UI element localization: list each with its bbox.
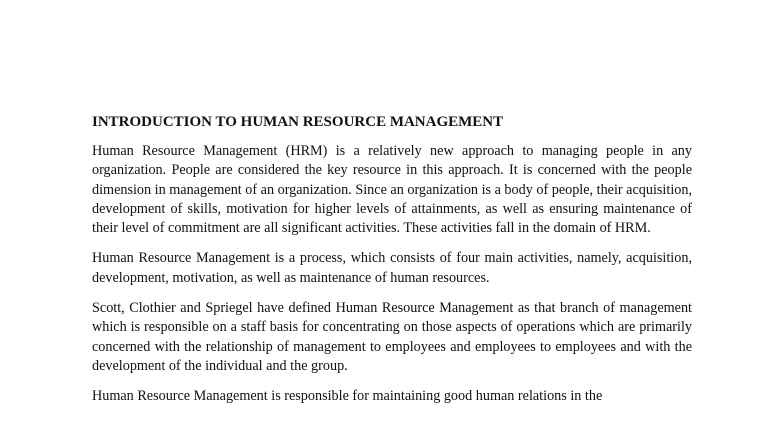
paragraph-hrm-process: Human Resource Management is a process, which consists of four main activities, namely, acquisition, development, motivation, as well as maintenance of human resources. (92, 250, 692, 286)
document-page (92, 112, 692, 407)
section-heading: INTRODUCTION TO HUMAN RESOURCE MANAGEMENT (92, 114, 504, 130)
paragraph-hrm-intro: Human Resource Management (HRM) is a relatively new approach to managing people in any organization. People are considered the key resource in this approach. It is concerned with the people dimension in management of an organization. Since an organization is a body of people, their acquisition, development of skills, motivation for higher levels of attainments, as well as ensuring maintenance of their level of commitment are all significant activities. These activities fall in the domain of HRM. (92, 143, 692, 237)
paragraph-hrm-definition: Scott, Clothier and Spriegel have defined Human Resource Management as that branch of management which is responsible on a staff basis for concentrating on those aspects of operations which are primarily concerned with the relationship of management to employees and employees to employees and with the development of the individual and the group. (92, 300, 692, 374)
paragraph-hrm-responsibility: Human Resource Management is responsible for maintaining good human relations in the (92, 388, 603, 405)
